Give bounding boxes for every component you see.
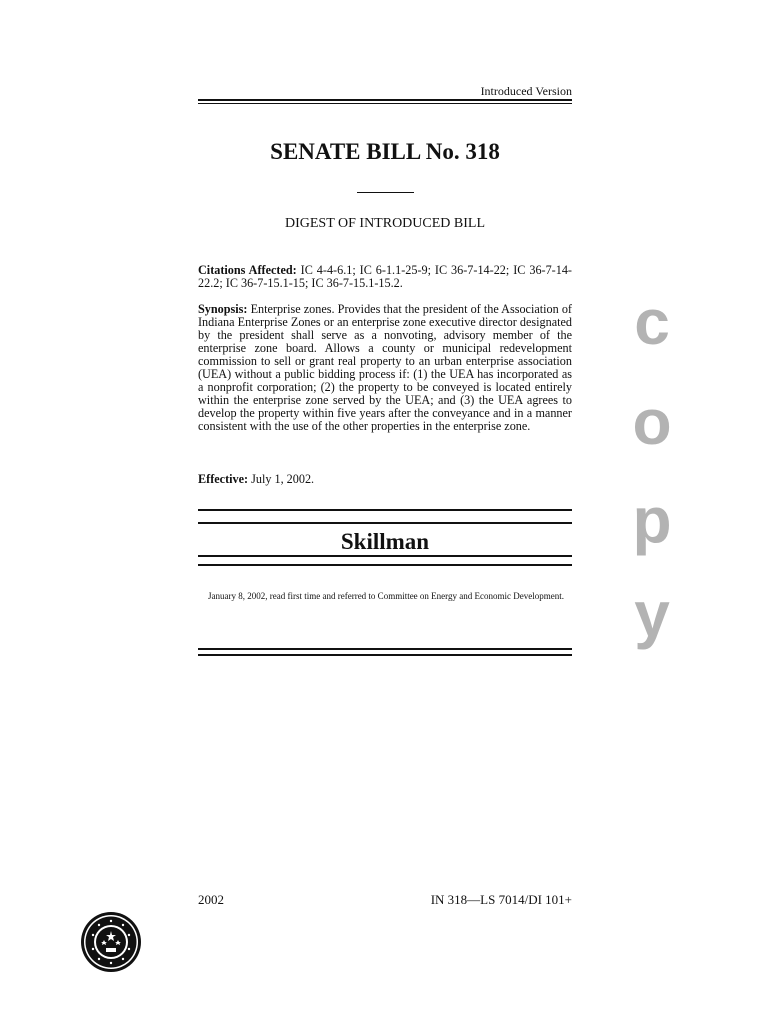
effective-text: July 1, 2002.: [251, 472, 315, 486]
author-bottom-rule: [198, 555, 572, 566]
effective-label: Effective:: [198, 472, 249, 486]
synopsis-paragraph: [198, 303, 572, 433]
copy-watermark-letter: o: [632, 386, 672, 458]
title-divider: [357, 192, 414, 193]
copy-watermark-letter: y: [634, 578, 670, 650]
citations-label: Citations Affected:: [198, 263, 297, 277]
synopsis-label: Synopsis:: [198, 302, 248, 316]
digest-heading: DIGEST OF INTRODUCED BILL: [284, 216, 485, 231]
legislative-action: January 8, 2002, read first time and referred to Committee on Energy and Economic Development.: [208, 591, 564, 601]
footer-year: 2002: [198, 892, 224, 907]
footer-ls-number: IN 318—LS 7014/DI 101+: [430, 892, 572, 907]
citations-text: IC 4-4-6.1; IC 6-1.1-25-9; IC 36-7-14-22; IC 36-7-14-22.2; IC 36-7-15.1-15; IC 36-7-15.1-15.2.: [198, 263, 572, 290]
author-top-rule: [198, 509, 572, 524]
effective-paragraph: [198, 473, 572, 486]
citations-paragraph: [198, 264, 572, 290]
bill-title: SENATE BILL No. 318: [270, 139, 500, 164]
action-bottom-rule: [198, 648, 572, 656]
bill-author: Skillman: [340, 529, 430, 554]
state-seal-icon: [80, 911, 142, 973]
copy-watermark-letter: c: [634, 286, 670, 358]
header-rule: [198, 99, 572, 104]
copy-watermark-letter: p: [632, 484, 672, 556]
synopsis-text: Enterprise zones. Provides that the president of the Association of Indiana Enterprise Zones or an enterprise zone executive director designated by the president shall serve as a nonvoting, advisory member of the enterprise zone board. Allows a county or municipal redevelopment commission to sell or grant real property to an urban enterprise association (UEA) without a public bidding process if: (1) the UEA has incorporated as a nonprofit corporation; (2) the property to be conveyed is located entirely within the enterprise zone served by the UEA; and (3) the UEA agrees to develop the property within five years after the conveyance and in a manner consistent with the use of the other properties in the enterprise zone.: [198, 302, 572, 433]
version-label: Introduced Version: [480, 84, 572, 98]
